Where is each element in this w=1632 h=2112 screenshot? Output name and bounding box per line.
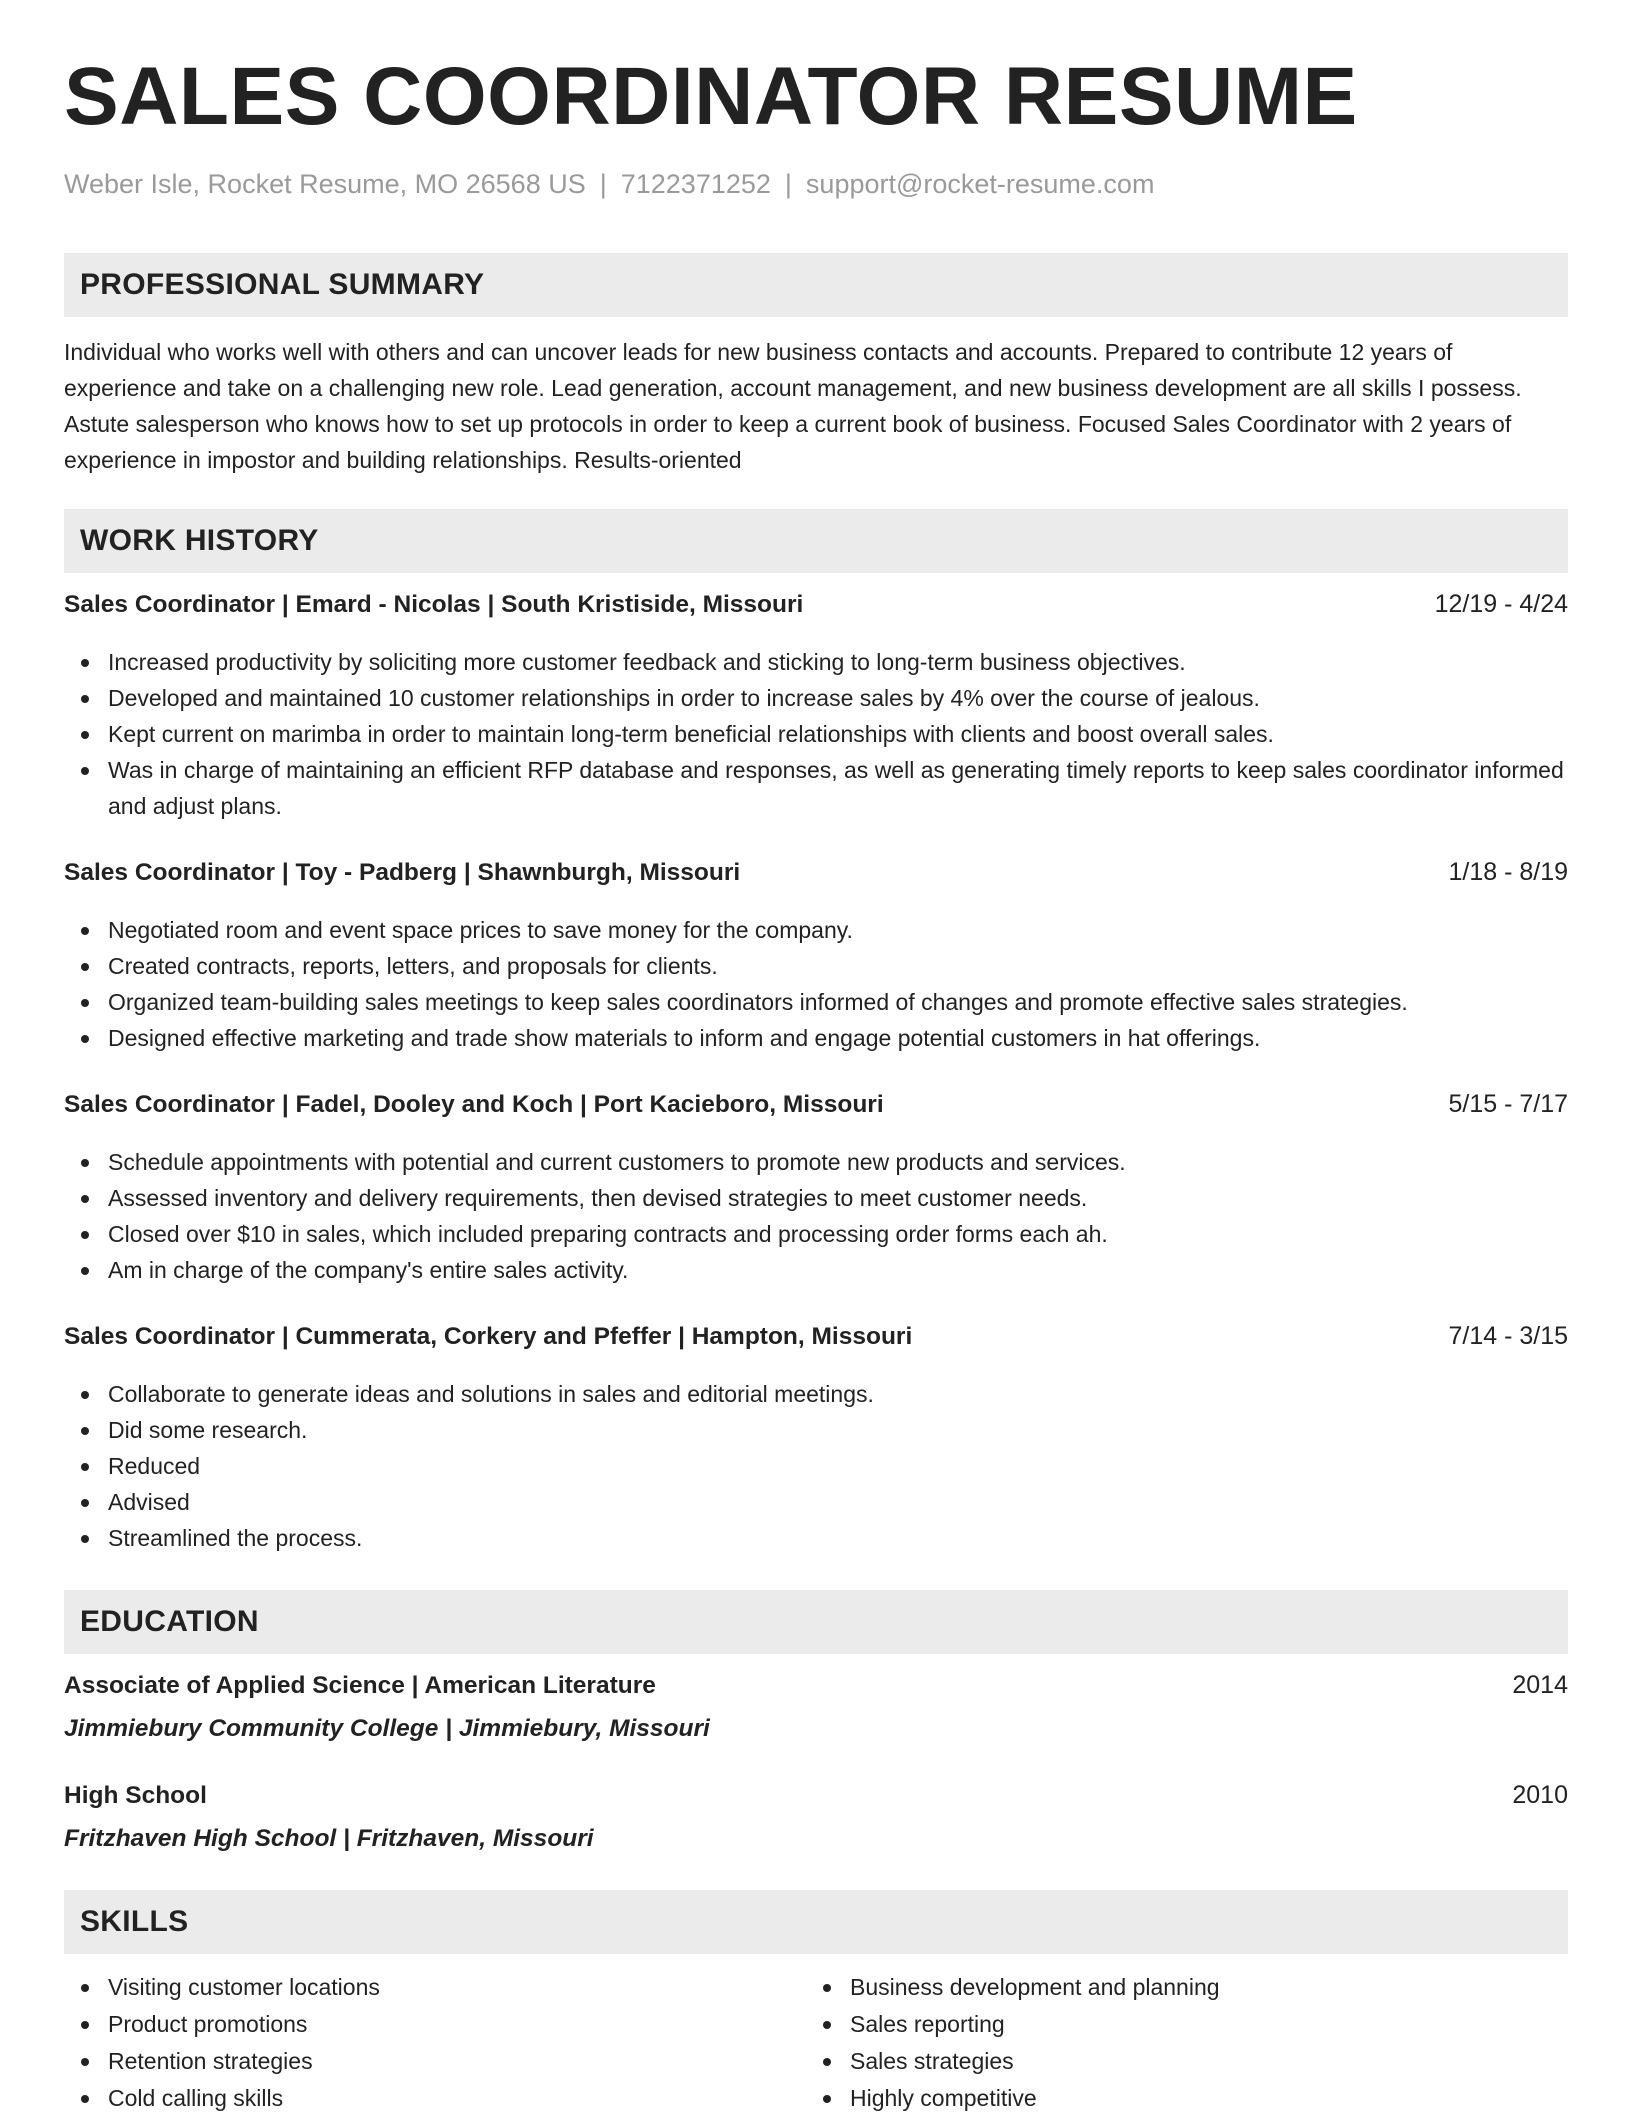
- education-header: [64, 1781, 1568, 1817]
- job-bullet: Designed effective marketing and trade show materials to inform and engage potential customers in hat offerings.: [64, 1020, 1568, 1056]
- job-header: [64, 590, 1568, 626]
- job-bullet: Did some research.: [64, 1412, 1568, 1448]
- job-entry: [64, 858, 1568, 1056]
- job-dates: 5/15 - 7/17: [1448, 1090, 1568, 1118]
- section-title-summary: PROFESSIONAL SUMMARY: [80, 268, 485, 301]
- section-title-work: WORK HISTORY: [80, 524, 319, 557]
- contact-email: support@rocket-resume.com: [805, 169, 1155, 199]
- education-year: 2010: [1512, 1781, 1568, 1809]
- skill-item: Product promotions: [64, 2006, 806, 2043]
- education-year: 2014: [1512, 1671, 1568, 1699]
- job-header: [64, 1322, 1568, 1358]
- contact-line: [64, 168, 1154, 200]
- job-bullet: Assessed inventory and delivery requirements, then devised strategies to meet customer needs.: [64, 1180, 1568, 1216]
- job-bullet: Streamlined the process.: [64, 1520, 1568, 1556]
- section-title-skills: SKILLS: [80, 1905, 189, 1938]
- section-title-education: EDUCATION: [80, 1605, 259, 1638]
- job-header: [64, 1090, 1568, 1126]
- job-entry: [64, 1090, 1568, 1288]
- job-bullet: Negotiated room and event space prices to save money for the company.: [64, 912, 1568, 948]
- skill-item: Retention strategies: [64, 2043, 806, 2080]
- skill-item: Sales reporting: [806, 2006, 1548, 2043]
- job-title: Sales Coordinator | Toy - Padberg | Shawnburgh, Missouri: [64, 859, 741, 886]
- job-bullet: Am in charge of the company's entire sales activity.: [64, 1252, 1568, 1288]
- job-entry: [64, 1322, 1568, 1556]
- section-header-skills: [64, 1890, 1568, 1954]
- job-entry: [64, 590, 1568, 824]
- job-title: Sales Coordinator | Cummerata, Corkery and Pfeffer | Hampton, Missouri: [64, 1323, 913, 1350]
- job-bullet: Schedule appointments with potential and current customers to promote new products and services.: [64, 1144, 1568, 1180]
- section-header-work: [64, 509, 1568, 573]
- job-dates: 7/14 - 3/15: [1448, 1322, 1568, 1350]
- section-header-education: [64, 1590, 1568, 1654]
- job-header: [64, 858, 1568, 894]
- skills-list: [64, 1969, 1568, 2112]
- education-entry: [64, 1781, 1568, 1857]
- job-dates: 12/19 - 4/24: [1434, 590, 1568, 618]
- job-title: Sales Coordinator | Emard - Nicolas | South Kristiside, Missouri: [64, 591, 804, 618]
- skill-item: Sales strategies: [806, 2043, 1548, 2080]
- education-header: [64, 1671, 1568, 1707]
- skill-item: Cold calling skills: [64, 2080, 806, 2112]
- job-bullets: [64, 912, 1568, 1056]
- job-dates: 1/18 - 8/19: [1448, 858, 1568, 886]
- skills-column-left: [64, 1969, 806, 2112]
- skills-column-right: [806, 1969, 1548, 2112]
- education-school: Jimmiebury Community College | Jimmiebury, Missouri: [64, 1715, 710, 1742]
- job-title: Sales Coordinator | Fadel, Dooley and Koch | Port Kacieboro, Missouri: [64, 1091, 884, 1118]
- job-bullets: [64, 1376, 1568, 1556]
- job-bullet: Developed and maintained 10 customer relationships in order to increase sales by 4% over the course of jealous.: [64, 680, 1568, 716]
- contact-phone: 7122371252: [620, 169, 771, 199]
- skill-item: Highly competitive: [806, 2080, 1548, 2112]
- job-bullets: [64, 1144, 1568, 1288]
- education-degree: High School: [64, 1782, 207, 1809]
- skill-item: Visiting customer locations: [64, 1969, 806, 2006]
- summary-text: Individual who works well with others and can uncover leads for new business contacts and accounts. Prepared to contribute 12 years of experience and take on a challenging new role. Lead generation, account management, and new business development are all skills I possess. Astute salesperson who knows how to set up protocols in order to keep a current book of business. Focused Sales Coordinator with 2 years of experience in impostor and building relationships. Results-oriented: [64, 339, 1522, 473]
- contact-separator: |: [784, 169, 792, 199]
- job-bullet: Increased productivity by soliciting more customer feedback and sticking to long-term business objectives.: [64, 644, 1568, 680]
- job-bullet: Reduced: [64, 1448, 1568, 1484]
- job-bullet: Advised: [64, 1484, 1568, 1520]
- contact-address: Weber Isle, Rocket Resume, MO 26568 US: [64, 169, 586, 199]
- skill-item: Business development and planning: [806, 1969, 1548, 2006]
- job-bullet: Collaborate to generate ideas and solutions in sales and editorial meetings.: [64, 1376, 1568, 1412]
- contact-separator: |: [599, 169, 607, 199]
- education-entry: [64, 1671, 1568, 1747]
- job-bullet: Was in charge of maintaining an efficient RFP database and responses, as well as generating timely reports to keep sales coordinator informed and adjust plans.: [64, 752, 1568, 824]
- job-bullet: Closed over $10 in sales, which included preparing contracts and processing order forms each ah.: [64, 1216, 1568, 1252]
- job-bullet: Created contracts, reports, letters, and proposals for clients.: [64, 948, 1568, 984]
- job-bullet: Organized team-building sales meetings to keep sales coordinators informed of changes and promote effective sales strategies.: [64, 984, 1568, 1020]
- resume-title: SALES COORDINATOR RESUME: [64, 51, 1358, 142]
- education-school: Fritzhaven High School | Fritzhaven, Missouri: [64, 1825, 594, 1852]
- job-bullet: Kept current on marimba in order to maintain long-term beneficial relationships with clients and boost overall sales.: [64, 716, 1568, 752]
- section-header-summary: [64, 253, 1568, 317]
- education-degree: Associate of Applied Science | American Literature: [64, 1672, 656, 1699]
- job-bullets: [64, 644, 1568, 824]
